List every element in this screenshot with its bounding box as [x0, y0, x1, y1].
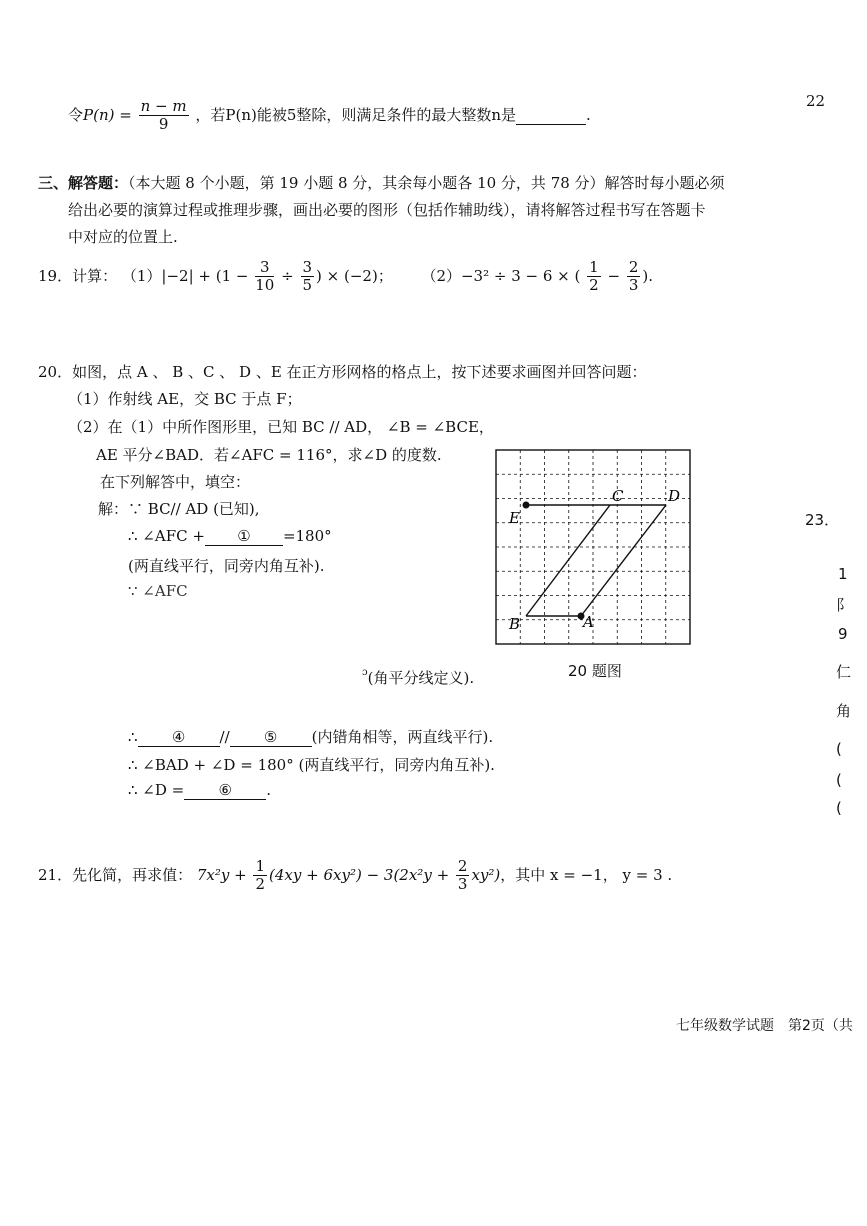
right-edge-glyph-5: 角: [836, 702, 852, 720]
label-E: E: [509, 509, 520, 527]
q20-step1: （1）作射线 AE，交 BC 于点 F；: [68, 390, 302, 408]
q18-mid: ，若P(n)能被5整除，则满足条件的最大整数n是: [195, 105, 517, 124]
section3-title: 三、解答题：: [38, 174, 129, 192]
right-edge-glyph-8: (: [836, 799, 842, 817]
right-edge-glyph-1: 1: [838, 565, 848, 583]
q20-intro: 20．如图，点 A 、 B 、C 、 D 、E 在正方形网格的格点上，按下述要求画图并回答问题：: [38, 363, 647, 381]
right-edge-glyph-4: 仁: [836, 663, 852, 681]
q20-solution-6: ∴ ④ // ⑤ (内错角相等，两直线平行).: [128, 728, 494, 746]
q20-figure-caption: 20 题图: [568, 662, 622, 680]
segment-BC: [526, 505, 610, 616]
q19-part2: −3² ÷ 3 − 6 × (: [460, 266, 581, 285]
q23-number: 23．: [805, 511, 840, 529]
label-A: A: [583, 613, 594, 631]
segment-AD: [581, 505, 666, 616]
q19-frac4: $\frac{2}{3}$: [628, 258, 639, 295]
blank-4: ④: [138, 728, 220, 747]
right-edge-glyph-6: (: [836, 740, 842, 758]
q20-solution-8: ∴ ∠D = ⑥ .: [128, 781, 272, 799]
q18-fraction: $\frac{n - m}{9}$: [140, 97, 187, 134]
q19-line: 19．计算： （1）|−2| + (1 − $\frac{3}{10}$ ÷ $\frac{3}{5}$ ) × (−2)； （2）−3² ÷ 3 − 6 × ( $\frac{1}{2}$ − $\frac{2}{3}$ ).: [38, 258, 654, 295]
label-D: D: [668, 487, 681, 505]
blank-6: ⑥: [184, 781, 266, 800]
q19-number: 19．计算：: [38, 266, 118, 285]
right-edge-glyph-3: 9: [838, 625, 848, 643]
q19-frac2: $\frac{3}{5}$: [302, 258, 313, 295]
q18-lhs: P(n): [83, 105, 115, 124]
q20-step2: （2）在（1）中所作图形里，已知 BC // AD， ∠B = ∠BCE，: [68, 418, 494, 436]
blank-1: ①: [205, 527, 283, 546]
point-E-dot: [523, 502, 530, 509]
q20-solution-4-partial: ∵ ∠AFC: [128, 582, 188, 600]
q18-answer-blank: [516, 106, 586, 125]
page-number-top: 22: [806, 92, 826, 110]
section3-line1: 三、解答题：（本大题 8 个小题，第 19 小题 8 分，其余每小题各 10 分，共 78 分）解答时每小题必须: [38, 174, 725, 192]
q20-solution-5-partial: $^ɔ$(角平分线定义).: [362, 667, 475, 687]
q20-fill-instruction: 在下列解答中，填空：: [100, 473, 251, 491]
label-C: C: [612, 487, 624, 505]
label-B: B: [509, 615, 521, 633]
section3-line2: 给出必要的演算过程或推理步骤，画出必要的图形（包括作辅助线），请将解答过程书写在答题卡: [68, 201, 706, 219]
right-edge-glyph-7: (: [836, 771, 842, 789]
q21-frac1: $\frac{1}{2}$: [255, 857, 266, 894]
q19-frac3: $\frac{1}{2}$: [589, 258, 599, 295]
q20-solution-7: ∴ ∠BAD + ∠D = 180° (两直线平行，同旁内角互补).: [128, 756, 495, 774]
section3-line3: 中对应的位置上.: [68, 228, 178, 246]
q20-solution-2: ∴ ∠AFC + ① =180°: [128, 527, 332, 545]
q19-frac1: $\frac{3}{10}$: [255, 258, 275, 295]
right-edge-glyph-2: 阝: [836, 596, 852, 614]
q18-lead: 令: [68, 105, 84, 124]
q21-number: 21．先化简，再求值：: [38, 865, 193, 884]
q20-solution-3: (两直线平行，同旁内角互补).: [128, 557, 325, 575]
q20-step3: AE 平分∠BAD．若∠AFC = 116°，求∠D 的度数.: [96, 446, 442, 464]
blank-5: ⑤: [230, 728, 312, 747]
q21-line: 21．先化简，再求值： 7x²y + $\frac{1}{2}$ (4xy + 6xy²) − 3(2x²y + $\frac{2}{3}$ xy²)，其中 x = −1， y = 3 .: [38, 857, 673, 894]
q19-part1: |−2| + (1 −: [161, 266, 249, 285]
page-footer: 七年级数学试题 第2页（共: [676, 1018, 853, 1034]
q18-line: 令P(n) = $\frac{n - m}{9}$ ，若P(n)能被5整除，则满足条件的最大整数n是 .: [68, 97, 591, 134]
q20-solution-1: 解：∵ BC// AD (已知),: [98, 500, 260, 518]
q21-frac2: $\frac{2}{3}$: [457, 857, 468, 894]
q20-grid-figure: [490, 444, 700, 648]
